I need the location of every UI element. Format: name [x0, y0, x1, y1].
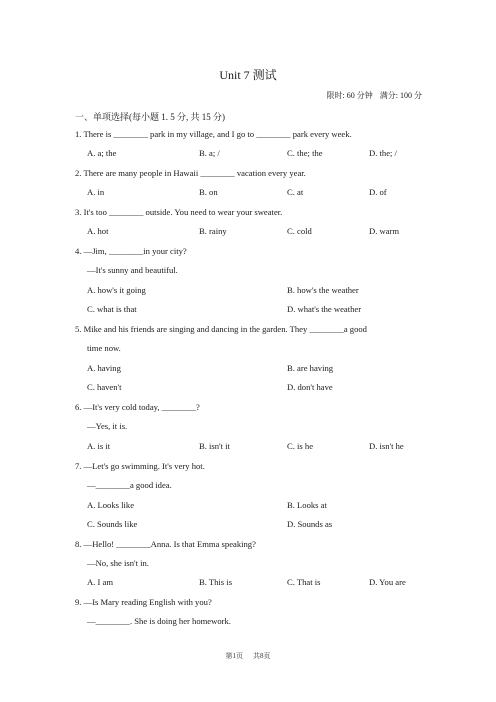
page-number: 第1页	[225, 652, 243, 660]
option-a: A. a; the	[87, 148, 117, 158]
section-heading: 一、单项选择(每小题 1. 5 分, 共 15 分)	[75, 112, 225, 122]
option-b: B. This is	[199, 577, 233, 587]
option-b: B. how's the weather	[287, 285, 359, 295]
page-title: Unit 7 测试	[219, 68, 277, 82]
option-d: D. warm	[369, 226, 400, 236]
question-stem: 1. There is ________ park in my village, and I go to ________ park every week.	[75, 129, 352, 139]
question-response: —________. She is doing her homework.	[87, 616, 231, 626]
option-a: A. having	[87, 363, 121, 373]
option-c: C. That is	[287, 577, 321, 587]
option-a: A. is it	[87, 441, 111, 451]
page-total: 共8页	[253, 652, 271, 660]
option-c: C. Sounds like	[87, 519, 138, 529]
option-a: A. Looks like	[87, 500, 135, 510]
question-response: —________a good idea.	[87, 480, 172, 490]
option-a: A. how's it going	[87, 285, 146, 295]
option-d: D. You are	[369, 577, 406, 587]
option-d: D. Sounds as	[287, 519, 333, 529]
full-score: 满分: 100 分	[379, 91, 422, 100]
option-a: A. in	[87, 187, 105, 197]
option-d: D. isn't he	[369, 441, 404, 451]
question-stem: 3. It's too ________ outside. You need to wear your sweater.	[75, 207, 283, 217]
option-d: D. don't have	[287, 382, 333, 392]
option-b: B. are having	[287, 363, 334, 373]
exam-meta	[327, 90, 422, 101]
page-footer	[0, 651, 496, 661]
time-limit: 限时: 60 分钟	[326, 91, 373, 100]
option-b: B. a; /	[199, 148, 220, 158]
option-a: A. hot	[87, 226, 109, 236]
option-c: C. is he	[287, 441, 314, 451]
option-d: D. the; /	[369, 148, 397, 158]
option-d: D. what's the weather	[287, 304, 362, 314]
option-c: C. cold	[287, 226, 312, 236]
question-response: —No, she isn't in.	[87, 558, 149, 568]
option-b: B. on	[199, 187, 218, 197]
question-stem-continued: time now.	[87, 343, 121, 353]
option-c: C. at	[287, 187, 304, 197]
question-stem: 6. —It's very cold today, ________?	[75, 402, 200, 412]
question-stem: 4. —Jim, ________in your city?	[75, 246, 187, 256]
question-stem: 9. —Is Mary reading English with you?	[75, 597, 212, 607]
option-d: D. of	[369, 187, 387, 197]
question-stem: 5. Mike and his friends are singing and dancing in the garden. They ________a good	[75, 324, 367, 334]
question-response: —Yes, it is.	[87, 421, 128, 431]
option-b: B. rainy	[199, 226, 227, 236]
option-c: C. the; the	[287, 148, 323, 158]
option-a: A. I am	[87, 577, 114, 587]
option-c: C. what is that	[87, 304, 137, 314]
option-b: B. isn't it	[199, 441, 230, 451]
question-stem: 2. There are many people in Hawaii ________ vacation every year.	[75, 168, 306, 178]
question-response: —It's sunny and beautiful.	[87, 265, 178, 275]
option-c: C. haven't	[87, 382, 122, 392]
question-stem: 7. —Let's go swimming. It's very hot.	[75, 461, 205, 471]
option-b: B. Looks at	[287, 500, 327, 510]
question-stem: 8. —Hello! ________Anna. Is that Emma speaking?	[75, 539, 256, 549]
